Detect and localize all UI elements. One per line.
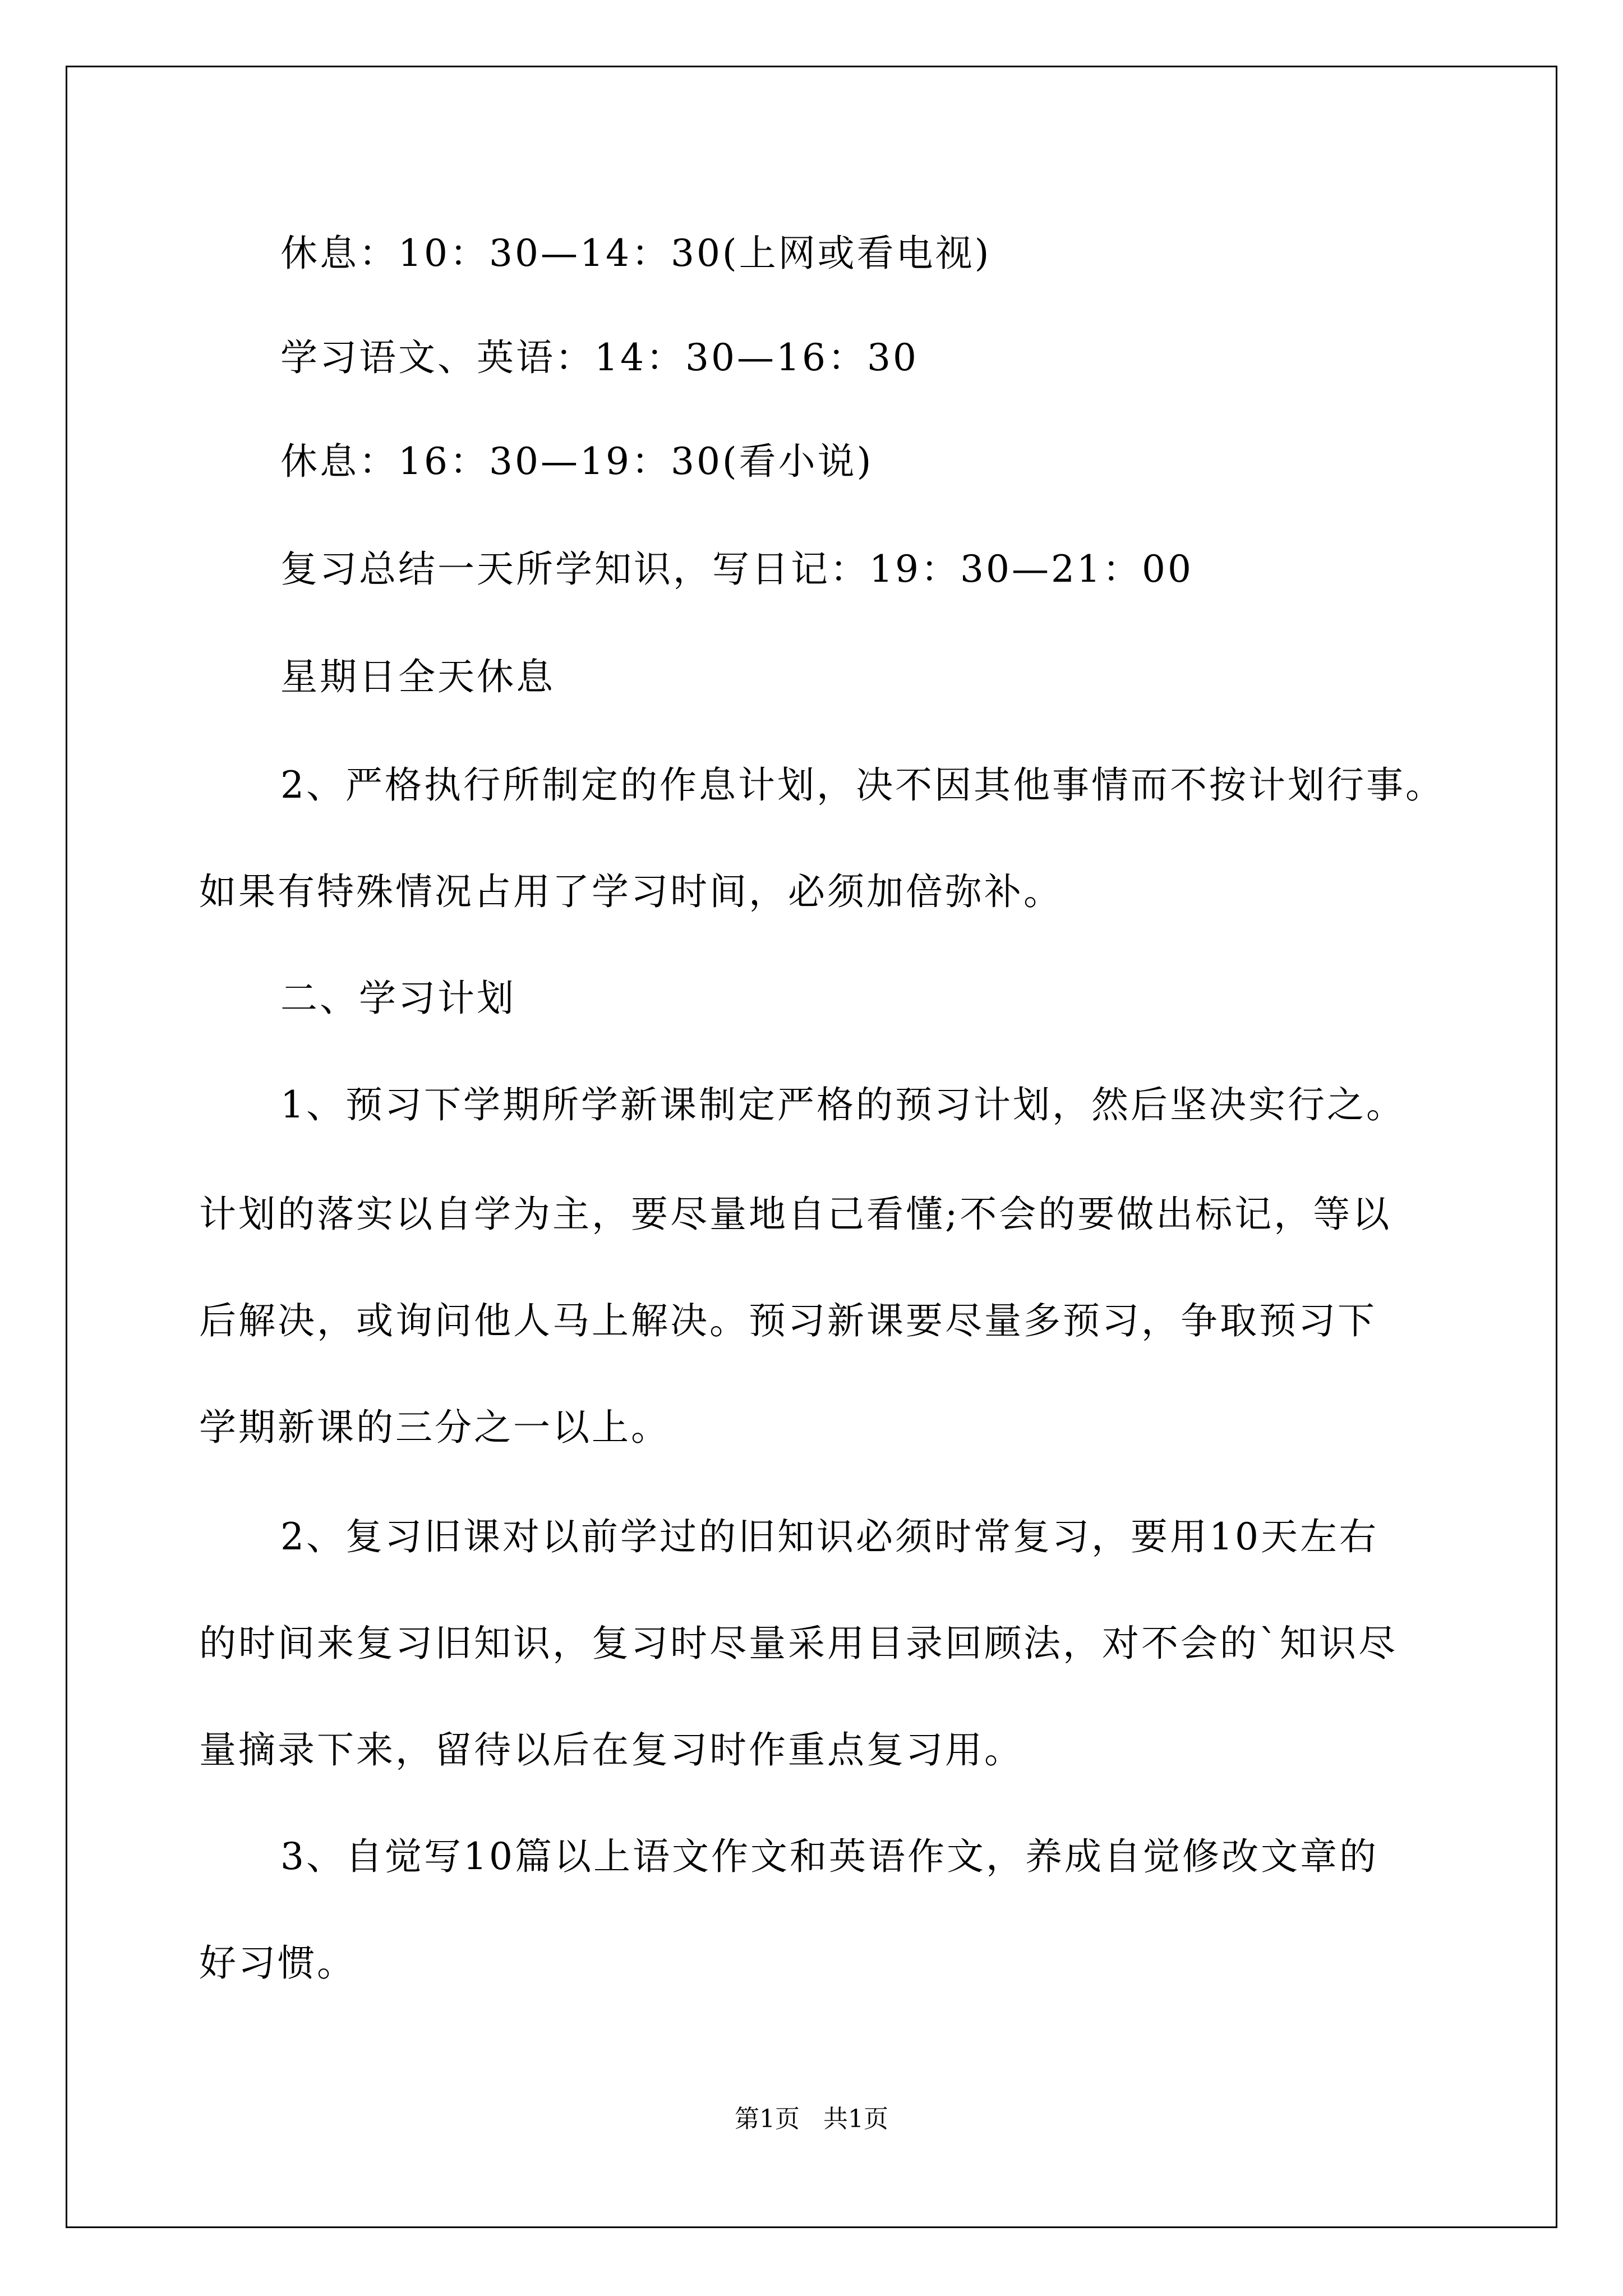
paragraph-line: 学期新课的三分之一以上。: [199, 1406, 670, 1449]
paragraph-line: 量摘录下来，留待以后在复习时作重点复习用。: [199, 1728, 1023, 1772]
section-heading: 二、学习计划: [280, 977, 516, 1020]
paragraph-line: 星期日全天休息: [280, 655, 555, 698]
paragraph-line: 2、复习旧课对以前学过的旧知识必须时常复习，要用10天左右: [280, 1515, 1378, 1558]
paragraph-line: 2、严格执行所制定的作息计划，决不因其他事情而不按计划行事。: [280, 763, 1445, 807]
paragraph-line: 休息：10：30—14：30(上网或看电视): [280, 232, 992, 275]
page-number-footer: 第1页 共1页: [735, 2105, 888, 2133]
paragraph-line: 好习惯。: [199, 1941, 356, 1985]
paragraph-line: 1、预习下学期所学新课制定严格的预习计划，然后坚决实行之。: [280, 1083, 1405, 1126]
paragraph-line: 后解决，或询问他人马上解决。预习新课要尽量多预习，争取预习下: [199, 1299, 1377, 1342]
paragraph-line: 如果有特殊情况占用了学习时间，必须加倍弥补。: [199, 870, 1063, 913]
paragraph-line: 休息：16：30—19：30(看小说): [280, 440, 874, 483]
paragraph-line: 的时间来复习旧知识，复习时尽量采用目录回顾法，对不会的`知识尽: [199, 1622, 1398, 1665]
paragraph-line: 复习总结一天所学知识，写日记：19：30—21：00: [280, 547, 1193, 591]
page-border: [66, 66, 1557, 2228]
paragraph-line: 3、自觉写10篇以上语文作文和英语作文，养成自觉修改文章的: [280, 1835, 1378, 1878]
paragraph-line: 计划的落实以自学为主，要尽量地自己看懂;不会的要做出标记，等以: [199, 1193, 1392, 1236]
paragraph-line: 学习语文、英语：14：30—16：30: [280, 336, 919, 379]
